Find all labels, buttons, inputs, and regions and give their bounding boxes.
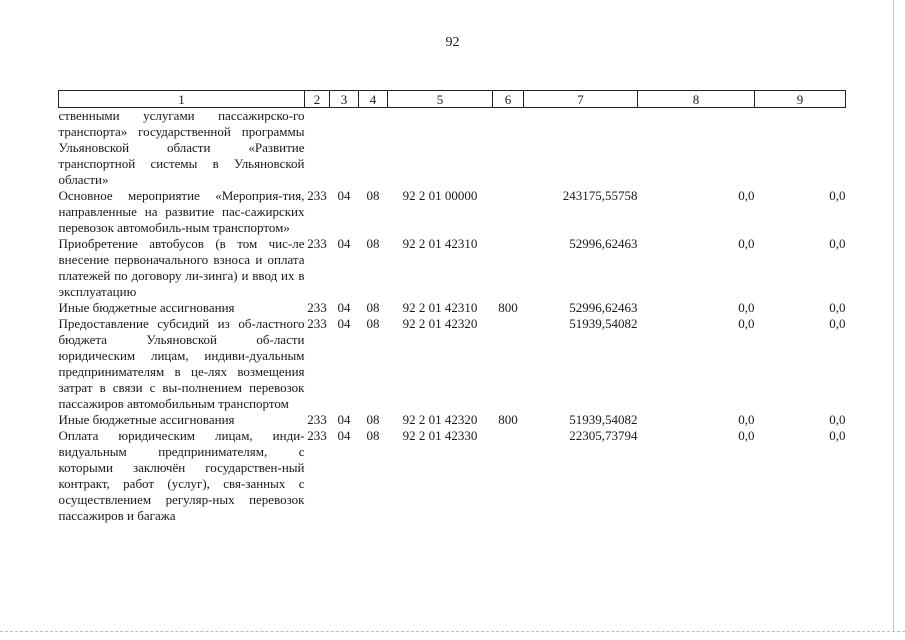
- code-section: 04: [337, 236, 351, 251]
- amount-col-8: [638, 108, 755, 189]
- table-row: [59, 236, 846, 300]
- amount-col-7: 51939,54082: [569, 316, 638, 331]
- code-subsection: 08: [366, 300, 380, 315]
- column-header-7: 7: [524, 91, 638, 108]
- table-row: [59, 428, 846, 524]
- amount-col-9: 0,0: [829, 428, 846, 443]
- code-admin: 233: [307, 428, 327, 443]
- code-admin: 233: [307, 236, 327, 251]
- table-row: [59, 300, 846, 316]
- code-section: 04: [337, 428, 351, 443]
- amount-col-8: 0,0: [738, 188, 755, 203]
- amount-col-9: 0,0: [829, 236, 846, 251]
- code-subsection: 08: [366, 412, 380, 427]
- code-expense-type: [493, 188, 524, 236]
- code-admin: 233: [307, 412, 327, 427]
- table-row: [59, 188, 846, 236]
- code-target-article: [388, 108, 493, 189]
- column-header-3: 3: [330, 91, 359, 108]
- row-name: Иные бюджетные ассигнования: [58, 300, 235, 315]
- amount-col-7: 51939,54082: [569, 412, 638, 427]
- code-expense-type: 800: [498, 300, 518, 315]
- row-name: ственными услугами пассажирско-го транспорта» государственной программы Ульяновской области «Развитие транспортной системы в Ульяновской области»: [58, 108, 305, 187]
- page-number: 92: [445, 35, 460, 50]
- amount-col-9: [755, 108, 846, 189]
- page-edge-right: [893, 0, 894, 632]
- table-row: [59, 412, 846, 428]
- column-header-6: 6: [493, 91, 524, 108]
- column-header-4: 4: [359, 91, 388, 108]
- column-header-9: 9: [755, 91, 846, 108]
- code-expense-type: [493, 316, 524, 412]
- code-expense-type: [493, 236, 524, 300]
- page-edge-bottom: [0, 631, 905, 632]
- column-header-5: 5: [388, 91, 493, 108]
- row-name: Приобретение автобусов (в том чис-ле внесение первоначального взноса и оплата платежей по договору ли-зинга) и ввод их в эксплуатацию: [58, 236, 305, 299]
- amount-col-7: 243175,55758: [562, 188, 638, 203]
- code-expense-type: [493, 108, 524, 189]
- code-section: 04: [337, 412, 351, 427]
- amount-col-7: [524, 108, 638, 189]
- code-admin: 233: [307, 316, 327, 331]
- column-header-2: 2: [305, 91, 330, 108]
- header-row: [59, 91, 846, 108]
- row-name: Оплата юридическим лицам, инди-видуальным предпринимателям, с которыми заключён государствен-ный контракт, работ (услуг), свя-занных с осуществлением регуляр-ных перевозок пассажиров и багажа: [58, 428, 305, 523]
- amount-col-8: 0,0: [738, 236, 755, 251]
- code-expense-type: [493, 428, 524, 524]
- code-target-article: 92 2 01 42310: [402, 236, 478, 251]
- table-body: [59, 108, 846, 525]
- amount-col-7: 52996,62463: [569, 236, 638, 251]
- table-row: [59, 316, 846, 412]
- column-header-1: 1: [59, 91, 305, 108]
- code-expense-type: 800: [498, 412, 518, 427]
- amount-col-9: 0,0: [829, 188, 846, 203]
- code-admin: 233: [307, 188, 327, 203]
- code-target-article: 92 2 01 42310: [402, 300, 478, 315]
- budget-table: [58, 90, 846, 524]
- code-section: [330, 108, 359, 189]
- code-target-article: 92 2 01 00000: [402, 188, 478, 203]
- amount-col-9: 0,0: [829, 300, 846, 315]
- amount-col-7: 52996,62463: [569, 300, 638, 315]
- table-row: [59, 108, 846, 189]
- code-section: 04: [337, 300, 351, 315]
- code-target-article: 92 2 01 42330: [402, 428, 478, 443]
- code-subsection: [359, 108, 388, 189]
- code-subsection: 08: [366, 316, 380, 331]
- code-target-article: 92 2 01 42320: [402, 412, 478, 427]
- row-name: Иные бюджетные ассигнования: [58, 412, 235, 427]
- amount-col-8: 0,0: [738, 428, 755, 443]
- code-section: 04: [337, 316, 351, 331]
- amount-col-8: 0,0: [738, 316, 755, 331]
- code-admin: [305, 108, 330, 189]
- row-name: Основное мероприятие «Мероприя-тия, направленные на развитие пас-сажирских перевозок автомобиль-ным транспортом»: [58, 188, 305, 235]
- code-section: 04: [337, 188, 351, 203]
- amount-col-9: 0,0: [829, 412, 846, 427]
- column-header-8: 8: [638, 91, 755, 108]
- amount-col-9: 0,0: [829, 316, 846, 331]
- amount-col-8: 0,0: [738, 412, 755, 427]
- amount-col-7: 22305,73794: [569, 428, 638, 443]
- code-admin: 233: [307, 300, 327, 315]
- code-target-article: 92 2 01 42320: [402, 316, 478, 331]
- row-name: Предоставление субсидий из об-ластного бюджета Ульяновской об-ласти юридическим лицам, индиви-дуальным предпринимателям в це-лях возмещения затрат в связи с вы-полнением перевозок пассажиров автомобильным транспортом: [58, 316, 305, 411]
- code-subsection: 08: [366, 428, 380, 443]
- code-subsection: 08: [366, 236, 380, 251]
- amount-col-8: 0,0: [738, 300, 755, 315]
- code-subsection: 08: [366, 188, 380, 203]
- table-header: [59, 91, 846, 108]
